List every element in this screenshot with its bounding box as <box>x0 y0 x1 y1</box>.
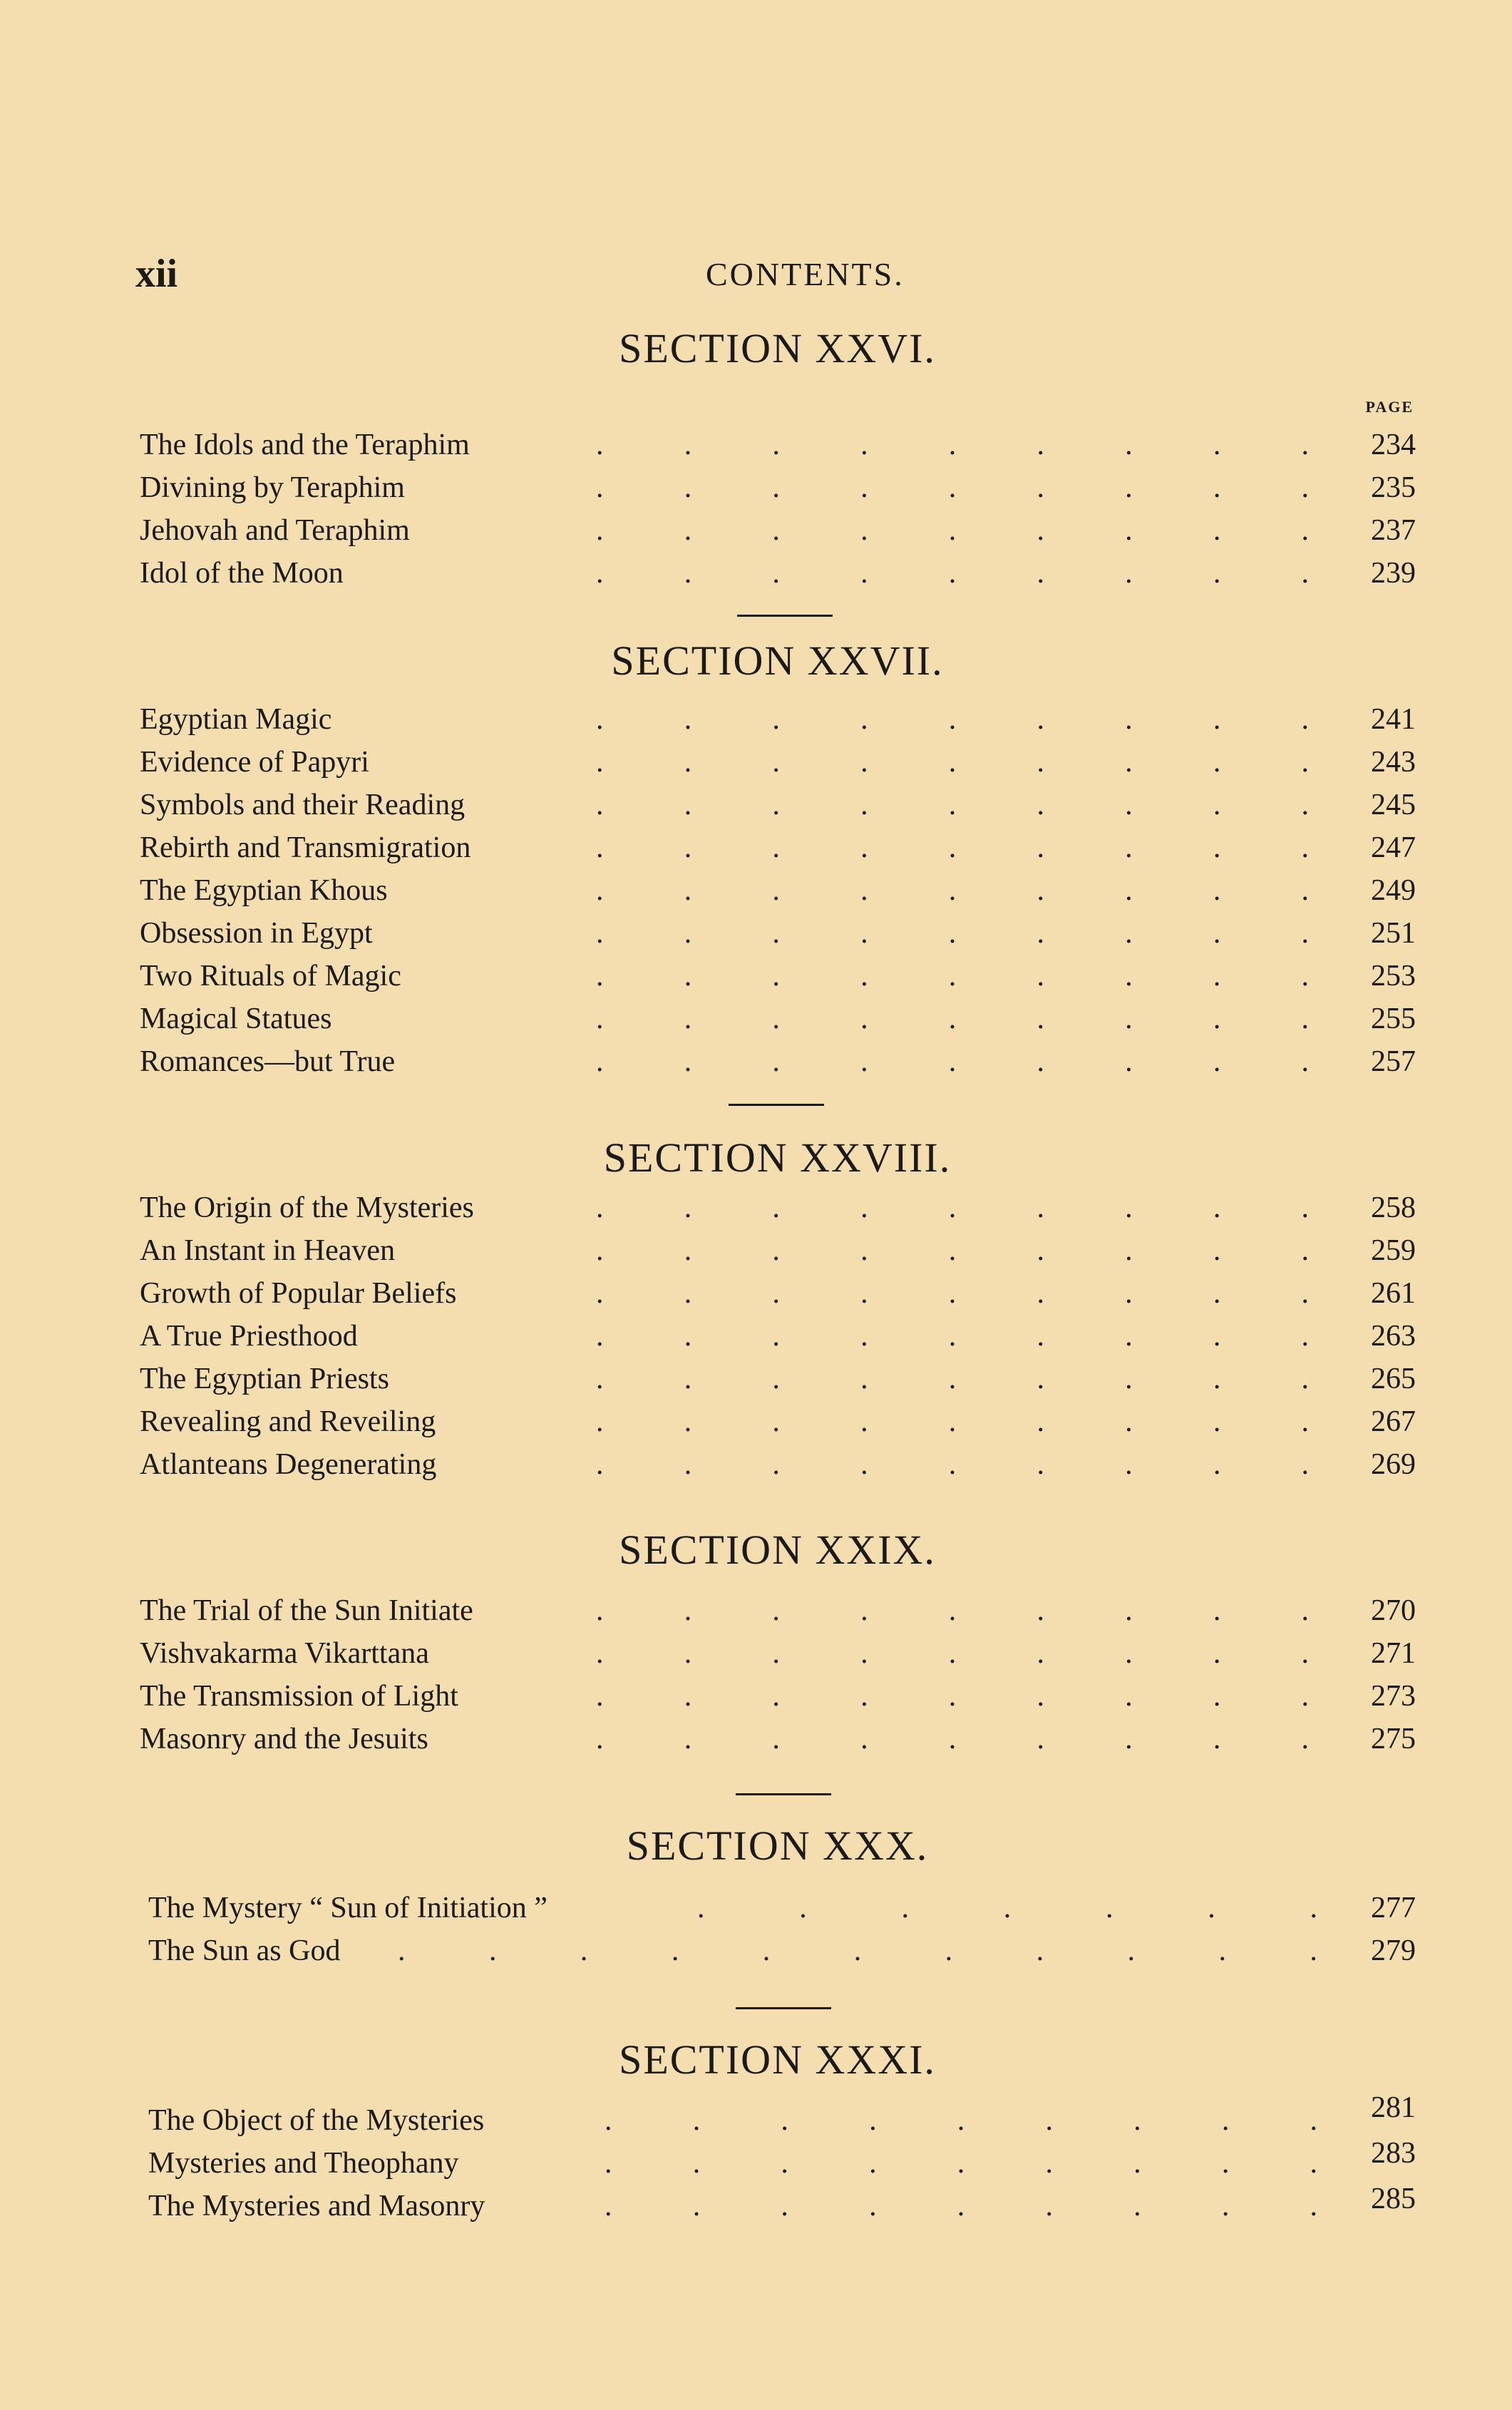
toc-entry-title: Masonry and the Jesuits <box>140 1723 428 1755</box>
toc-entry-page: 285 <box>1371 2183 1416 2215</box>
toc-entry-page: 273 <box>1371 1680 1416 1713</box>
toc-entry-page: 283 <box>1371 2137 1416 2170</box>
toc-entry-title: The Trial of the Sun Initiate <box>140 1594 473 1627</box>
running-head: CONTENTS. <box>706 256 905 292</box>
toc-entry <box>140 1002 1416 1045</box>
toc-entry <box>148 2091 1424 2146</box>
dot-leaders: . . . . . . . . . <box>596 1045 1309 1078</box>
toc-entry-page: 255 <box>1371 1003 1416 1035</box>
dot-leaders: . . . . . . . . . <box>596 1234 1309 1267</box>
toc-entry-title: The Object of the Mysteries <box>148 2104 485 2137</box>
section-title-xxxi: SECTION XXXI. <box>619 2036 936 2083</box>
toc-entry-title: The Egyptian Khous <box>140 874 388 907</box>
toc-entry <box>140 959 1416 1002</box>
toc-entry-page: 234 <box>1371 429 1416 461</box>
toc-entry <box>140 1636 1416 1679</box>
toc-entry-page: 269 <box>1371 1448 1416 1481</box>
dot-leaders: . . . . . . . . . <box>596 514 1309 547</box>
dot-leaders: . . . . . . . . . <box>596 746 1309 779</box>
toc-entry <box>140 916 1416 959</box>
toc-entry <box>140 873 1416 916</box>
section-divider <box>736 1793 831 1795</box>
toc-entry-page: 263 <box>1371 1320 1416 1353</box>
dot-leaders: . . . . . . . . . <box>596 1277 1309 1310</box>
dot-leaders: . . . . . . . . . <box>605 2147 1317 2180</box>
toc-entry-title: An Instant in Heaven <box>140 1234 396 1267</box>
dot-leaders: . . . . . . . . . <box>596 874 1309 907</box>
toc-entry-title: Idol of the Moon <box>140 557 344 590</box>
toc-entry-page: 257 <box>1371 1045 1416 1078</box>
toc-entry <box>148 1934 1424 1976</box>
toc-entry-title: The Origin of the Mysteries <box>140 1191 474 1224</box>
toc-entry <box>140 1234 1416 1276</box>
toc-entry-title: A True Priesthood <box>140 1320 358 1353</box>
toc-entry-title: Jehovah and Teraphim <box>140 514 410 547</box>
dot-leaders: . . . . . . . . . <box>596 1594 1309 1627</box>
toc-entry <box>140 702 1416 745</box>
toc-entry-page: 237 <box>1371 514 1416 547</box>
toc-entry-page: 275 <box>1371 1723 1416 1755</box>
toc-entry-page: 271 <box>1371 1637 1416 1670</box>
toc-entry-page: 239 <box>1371 557 1416 590</box>
section-title-xxvii: SECTION XXVII. <box>611 637 944 684</box>
dot-leaders: . . . . . . . . . <box>596 471 1309 504</box>
dot-leaders: . . . . . . . . . <box>596 1448 1309 1481</box>
section-title-xxvi: SECTION XXVI. <box>619 325 936 371</box>
section-title-xxx: SECTION XXX. <box>626 1822 929 1869</box>
dot-leaders: . . . . . . . . . <box>596 960 1309 993</box>
dot-leaders: . . . . . . . . . <box>596 1723 1309 1755</box>
toc-entry-page: 281 <box>1371 2091 1416 2124</box>
dot-leaders: . . . . . . . . . <box>596 831 1309 864</box>
toc-entry-page: 247 <box>1371 831 1416 864</box>
toc-entry-title: Egyptian Magic <box>140 703 332 736</box>
toc-entry <box>140 1362 1416 1405</box>
toc-entry-page: 259 <box>1371 1234 1416 1267</box>
dot-leaders: . . . . . . . <box>697 1892 1317 1924</box>
toc-entry <box>148 1891 1424 1934</box>
section-title-xxix: SECTION XXIX. <box>619 1527 936 1573</box>
toc-entry <box>140 1405 1416 1447</box>
toc-entry-title: The Mysteries and Masonry <box>148 2190 485 2222</box>
section-title-xxviii: SECTION XXVIII. <box>603 1134 952 1181</box>
toc-entry-page: 243 <box>1371 746 1416 779</box>
page-folio: xii <box>135 252 178 296</box>
toc-entry-page: 261 <box>1371 1277 1416 1310</box>
dot-leaders: . . . . . . . . . <box>596 557 1309 590</box>
toc-entry <box>140 556 1416 599</box>
dot-leaders: . . . . . . . . . <box>596 1680 1309 1713</box>
toc-entry <box>140 1679 1416 1722</box>
dot-leaders: . . . . . . . . . . . <box>398 1934 1317 1967</box>
toc-entry <box>140 471 1416 513</box>
toc-entry <box>140 428 1416 471</box>
dot-leaders: . . . . . . . . . <box>596 1405 1309 1438</box>
dot-leaders: . . . . . . . . . <box>596 1003 1309 1035</box>
page-column-label: PAGE <box>1365 398 1414 416</box>
toc-entry-title: Rebirth and Transmigration <box>140 831 471 864</box>
toc-entry <box>148 2137 1424 2189</box>
toc-entry <box>140 513 1416 556</box>
dot-leaders: . . . . . . . . . <box>596 789 1309 821</box>
toc-entry-title: The Egyptian Priests <box>140 1363 389 1395</box>
toc-entry <box>140 788 1416 831</box>
toc-entry-title: Magical Statues <box>140 1003 332 1035</box>
dot-leaders: . . . . . . . . . <box>596 1363 1309 1395</box>
toc-entry-page: 235 <box>1371 471 1416 504</box>
toc-entry <box>140 745 1416 788</box>
dot-leaders: . . . . . . . . . <box>596 1637 1309 1670</box>
toc-entry-page: 270 <box>1371 1594 1416 1627</box>
toc-entry <box>140 1191 1416 1234</box>
toc-entry-title: Evidence of Papyri <box>140 746 369 779</box>
section-divider <box>736 2007 831 2009</box>
toc-entry-page: 265 <box>1371 1363 1416 1395</box>
toc-entry-title: Two Rituals of Magic <box>140 960 401 993</box>
toc-entry-title: Symbols and their Reading <box>140 789 466 821</box>
toc-entry <box>140 1276 1416 1319</box>
toc-entry-page: 277 <box>1371 1892 1416 1924</box>
toc-entry-title: Mysteries and Theophany <box>148 2147 459 2180</box>
toc-entry-title: Atlanteans Degenerating <box>140 1448 437 1481</box>
toc-entry <box>140 831 1416 873</box>
toc-entry <box>140 1594 1416 1636</box>
toc-entry <box>140 1319 1416 1362</box>
toc-entry-title: The Sun as God <box>148 1934 341 1967</box>
toc-entry-page: 279 <box>1371 1934 1416 1967</box>
toc-entry <box>140 1722 1416 1765</box>
toc-entry-title: The Mystery “ Sun of Initiation ” <box>148 1892 547 1924</box>
toc-entry-title: Romances—but True <box>140 1045 396 1078</box>
dot-leaders: . . . . . . . . . <box>596 429 1309 461</box>
dot-leaders: . . . . . . . . . <box>596 917 1309 950</box>
section-divider <box>737 615 833 617</box>
dot-leaders: . . . . . . . . . <box>605 2190 1317 2222</box>
dot-leaders: . . . . . . . . . <box>596 1191 1309 1224</box>
section-divider <box>729 1104 824 1106</box>
toc-entry <box>148 2183 1424 2232</box>
toc-entry-page: 251 <box>1371 917 1416 950</box>
toc-entry-page: 249 <box>1371 874 1416 907</box>
dot-leaders: . . . . . . . . . <box>605 2104 1317 2137</box>
toc-entry-title: Vishvakarma Vikarttana <box>140 1637 429 1670</box>
toc-entry-page: 253 <box>1371 960 1416 993</box>
toc-entry <box>140 1447 1416 1490</box>
toc-entry-title: Growth of Popular Beliefs <box>140 1277 457 1310</box>
dot-leaders: . . . . . . . . . <box>596 703 1309 736</box>
dot-leaders: . . . . . . . . . <box>596 1320 1309 1353</box>
toc-entry-title: Revealing and Reveiling <box>140 1405 436 1438</box>
toc-entry-title: The Transmission of Light <box>140 1680 458 1713</box>
toc-entry-page: 258 <box>1371 1191 1416 1224</box>
toc-entry <box>140 1045 1416 1087</box>
toc-entry-title: Divining by Teraphim <box>140 471 405 504</box>
toc-entry-page: 241 <box>1371 703 1416 736</box>
toc-entry-page: 267 <box>1371 1405 1416 1438</box>
toc-entry-title: Obsession in Egypt <box>140 917 373 950</box>
toc-entry-page: 245 <box>1371 789 1416 821</box>
page-header <box>135 251 1419 301</box>
toc-entry-title: The Idols and the Teraphim <box>140 429 470 461</box>
